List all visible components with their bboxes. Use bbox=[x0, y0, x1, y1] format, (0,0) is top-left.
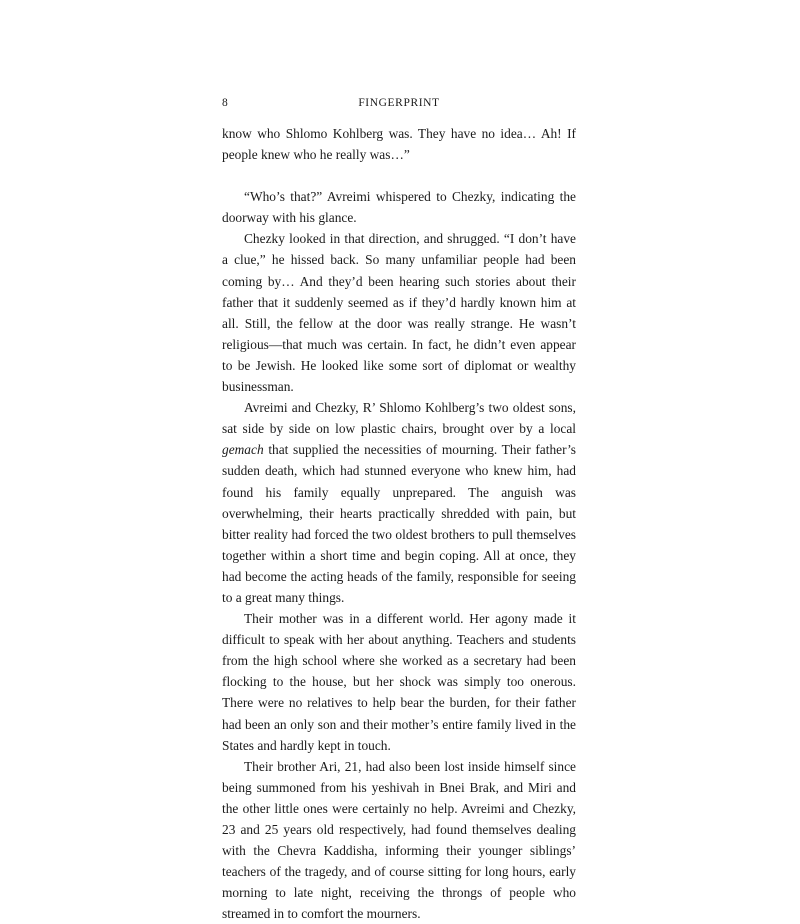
page-number: 8 bbox=[222, 97, 229, 109]
paragraph-continued bbox=[222, 123, 576, 165]
paragraph bbox=[222, 228, 576, 397]
body-text bbox=[222, 123, 576, 924]
paragraph bbox=[222, 397, 576, 608]
paragraph-text: Their mother was in a different world. Her agony made it difficult to speak with her about anything. Teachers and students from the high school where she worked as a secretary had been flocking to the house, but her shock was simply too onerous. There were no relatives to help bear the burden, for their father had been an only son and their mother’s entire family lived in the States and hardly kept in touch. bbox=[222, 611, 576, 753]
paragraph-text: Their brother Ari, 21, had also been lost inside himself since being summoned from his yeshivah in Bnei Brak, and Miri and the other little ones were certainly no help. Avreimi and Chezky, 23 and 25 years old respectively, had found themselves dealing with the Chevra Kaddisha, informing their younger siblings’ teachers of the tragedy, and of course sitting for long hours, early morning to late night, receiving the throngs of people who streamed in to comfort the mourners. bbox=[222, 758, 576, 922]
paragraph-text: that supplied the necessities of mourning. Their father’s sudden death, which had stunned everyone who knew him, had found his family equally unprepared. The anguish was overwhelming, their hearts practically shredded with pain, but bitter reality had forced the two oldest brothers to pull themselves together within a short time and begin coping. All at once, they had become the acting heads of the family, responsible for seeing to a great many things. bbox=[222, 442, 576, 605]
running-title: FINGERPRINT bbox=[358, 97, 440, 109]
paragraph-text: Chezky looked in that direction, and shrugged. “I don’t have a clue,” he hissed back. So many unfamiliar people had been coming by… And they’d been hearing such stories about their father that it suddenly seemed as if they’d hardly known him at all. Still, the fellow at the door was really strange. He wasn’t religious—that much was certain. In fact, he didn’t even appear to be Jewish. He looked like some sort of diplomat or wealthy businessman. bbox=[222, 231, 576, 395]
paragraph-text: “Who’s that?” Avreimi whispered to Chezky, indicating the doorway with his glance. bbox=[222, 189, 576, 226]
paragraph bbox=[222, 608, 576, 756]
paragraph bbox=[222, 756, 576, 924]
paragraph-text: Avreimi and Chezky, R’ Shlomo Kohlberg’s two oldest sons, sat side by side on low plastic chairs, brought over by a local bbox=[222, 400, 576, 437]
italic-term: gemach bbox=[222, 442, 264, 458]
paragraph bbox=[222, 186, 576, 228]
paragraph-text: know who Shlomo Kohlberg was. They have no idea… Ah! If people knew who he really was…” bbox=[222, 126, 576, 163]
running-head bbox=[222, 97, 576, 113]
